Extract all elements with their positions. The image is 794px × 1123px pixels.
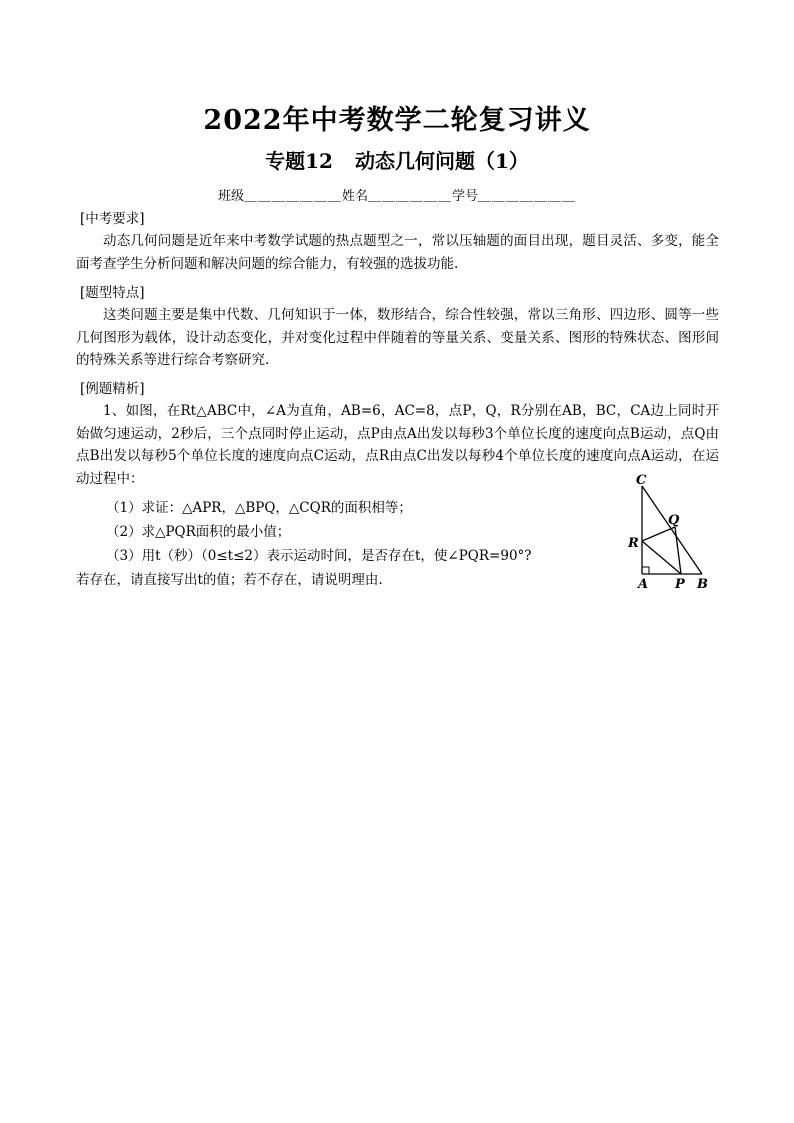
- question-3: （3）用t（秒）（0≤t≤2）表示运动时间，是否存在t，使∠PQR=90°?: [106, 548, 532, 564]
- label-a: A: [638, 577, 649, 592]
- name-label: 姓名: [341, 189, 368, 204]
- segment-qp: [675, 527, 681, 574]
- right-angle-mark: [642, 567, 649, 574]
- subtitle-topic: 专题12: [265, 149, 333, 173]
- id-label: 学号: [452, 189, 479, 204]
- example-problem-text: 1、如图，在Rt△ABC中，∠A为直角，AB=6，AC=8，点P，Q，R分别在AB，BC，CA边上同时开始做匀速运动，2秒后，三个点同时停止运动，点P由点A出发以每秒3个单位长度的速度向点B运动，点Q由点B出发以每秒5个单位长度的速度向点C运动，点R由点C出发以每秒4个单位长度的速度向点A运动，在运动过程中：: [76, 403, 719, 487]
- features-text: 这类问题主要是集中代数、几何知识于一体，数形结合，综合性较强，常以三角形、四边形、圆等一些几何图形为载体，设计动态变化，并对变化过程中伴随着的等量关系、变量关系、图形的特殊状态、图形间的特殊关系等进行综合考察研究.: [76, 307, 719, 368]
- name-blank[interactable]: ＿＿＿＿＿＿: [368, 189, 453, 204]
- page-title: 2022年中考数学二轮复习讲义: [203, 105, 591, 136]
- label-c: C: [636, 473, 647, 488]
- question-2: （2）求△PQR面积的最小值；: [106, 524, 291, 540]
- label-q: Q: [668, 513, 680, 528]
- label-r: R: [628, 536, 639, 551]
- requirements-heading: [中考要求]: [80, 211, 145, 227]
- requirements-text: 动态几何问题是近年来中考数学试题的热点题型之一，常以压轴题的面目出现，题目灵活、多变，能全面考查学生分析问题和解决问题的综合能力，有较强的选拔功能.: [76, 233, 719, 272]
- question-1: （1）求证：△APR，△BPQ，△CQR的面积相等；: [106, 500, 412, 516]
- segment-rq: [642, 527, 675, 541]
- label-p: P: [675, 577, 685, 592]
- subtitle-name: 动态几何问题（1）: [354, 149, 529, 173]
- segment-rp: [642, 541, 681, 574]
- side-bc: [642, 486, 702, 574]
- label-b: B: [697, 577, 708, 592]
- student-info-fields: [0, 185, 794, 204]
- examples-heading: [例题精析]: [80, 381, 145, 397]
- triangle-figure: [626, 470, 718, 594]
- id-blank[interactable]: ＿＿＿＿＿＿＿: [478, 189, 577, 204]
- page-subtitle: [0, 145, 794, 174]
- question-3-continued: 若存在，请直接写出t的值；若不存在，请说明理由.: [76, 572, 383, 588]
- class-label: 班级: [217, 189, 244, 204]
- features-heading: [题型特点]: [80, 285, 145, 301]
- class-blank[interactable]: ＿＿＿＿＿＿＿: [243, 189, 342, 204]
